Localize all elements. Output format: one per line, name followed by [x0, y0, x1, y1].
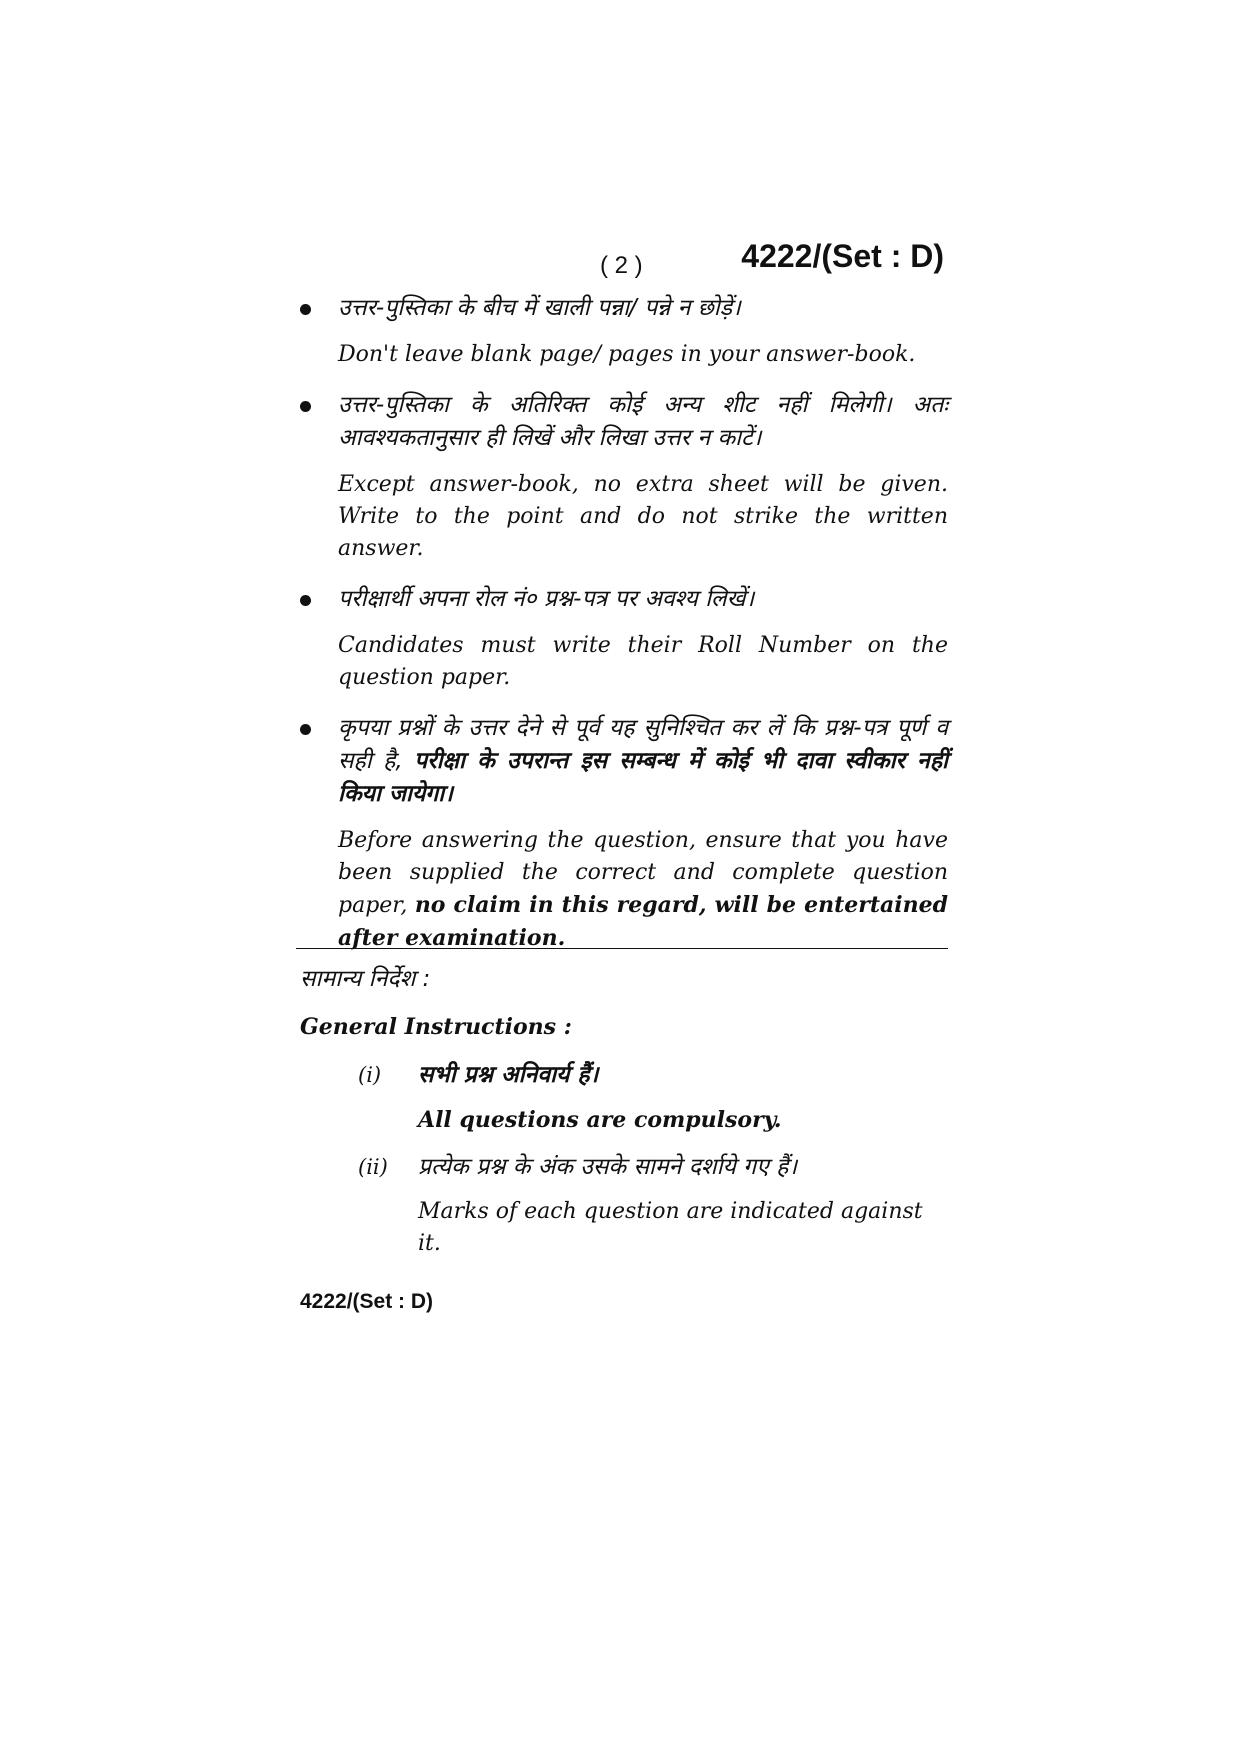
instruction-hindi-bold: परीक्षा के उपरान्त इस सम्बन्ध में कोई भी दावा स्वीकार नहीं किया जायेगा। — [338, 748, 948, 807]
instruction-english: Except answer-book, no extra sheet will be given. Write to the point and do not strike the written answer. — [338, 472, 948, 561]
instruction-hindi: परीक्षार्थी अपना रोल नं० प्रश्न-पत्र पर अवश्य लिखें। — [338, 586, 755, 612]
general-item — [300, 1150, 950, 1260]
general-item-number: (i) — [358, 1063, 382, 1087]
section-divider — [296, 948, 948, 949]
instruction-item — [296, 583, 948, 694]
instruction-english-bold: no claim in this regard, will be entertained after examination. — [338, 892, 948, 951]
general-item-hindi: प्रत्येक प्रश्न के अंक उसके सामने दर्शाये गए हैं। — [418, 1154, 798, 1180]
general-item-number: (ii) — [358, 1155, 388, 1179]
instruction-hindi: उत्तर-पुस्तिका के बीच में खाली पन्ना/ पन्ने न छोड़ें। — [338, 295, 741, 321]
general-instructions — [300, 962, 950, 1260]
instruction-item — [296, 292, 948, 371]
bullet-icon — [300, 595, 311, 606]
general-heading-hindi: सामान्य निर्देश : — [300, 966, 431, 992]
instruction-english: Candidates must write their Roll Number on the question paper. — [338, 633, 948, 690]
paper-code-header: 4222/(Set : D) — [741, 238, 944, 274]
bullet-icon — [300, 724, 311, 735]
instruction-english — [338, 825, 948, 955]
page-number: ( 2 ) — [600, 252, 643, 279]
instruction-hindi: उत्तर-पुस्तिका के अतिरिक्त कोई अन्य शीट नहीं मिलेगी। अतः आवश्यकतानुसार ही लिखें और लिखा उत्तर न काटें। — [338, 392, 948, 451]
general-heading-english: General Instructions : — [300, 1014, 572, 1040]
general-item-english: All questions are compulsory. — [418, 1107, 782, 1133]
instruction-item — [296, 389, 948, 565]
instruction-english-plain: Before answering the question, ensure that you have been supplied the correct and complete question paper, — [338, 828, 948, 918]
paper-code-footer: 4222/(Set : D) — [300, 1290, 434, 1313]
instruction-list — [296, 292, 948, 955]
bullet-icon — [300, 401, 311, 412]
instruction-hindi-plain: कृपया प्रश्नों के उत्तर देने से पूर्व यह सुनिश्चित कर लें कि प्रश्न-पत्र पूर्ण व सही है, — [338, 715, 948, 774]
general-item-english: Marks of each question are indicated against it. — [418, 1199, 923, 1256]
bullet-icon — [300, 304, 311, 315]
instruction-english: Don't leave blank page/ pages in your answer-book. — [338, 342, 916, 367]
general-item-hindi: सभी प्रश्न अनिवार्य हैं। — [418, 1062, 599, 1088]
instruction-hindi — [338, 712, 948, 811]
instruction-item — [296, 712, 948, 955]
page-header — [300, 238, 950, 288]
general-item — [300, 1058, 950, 1136]
